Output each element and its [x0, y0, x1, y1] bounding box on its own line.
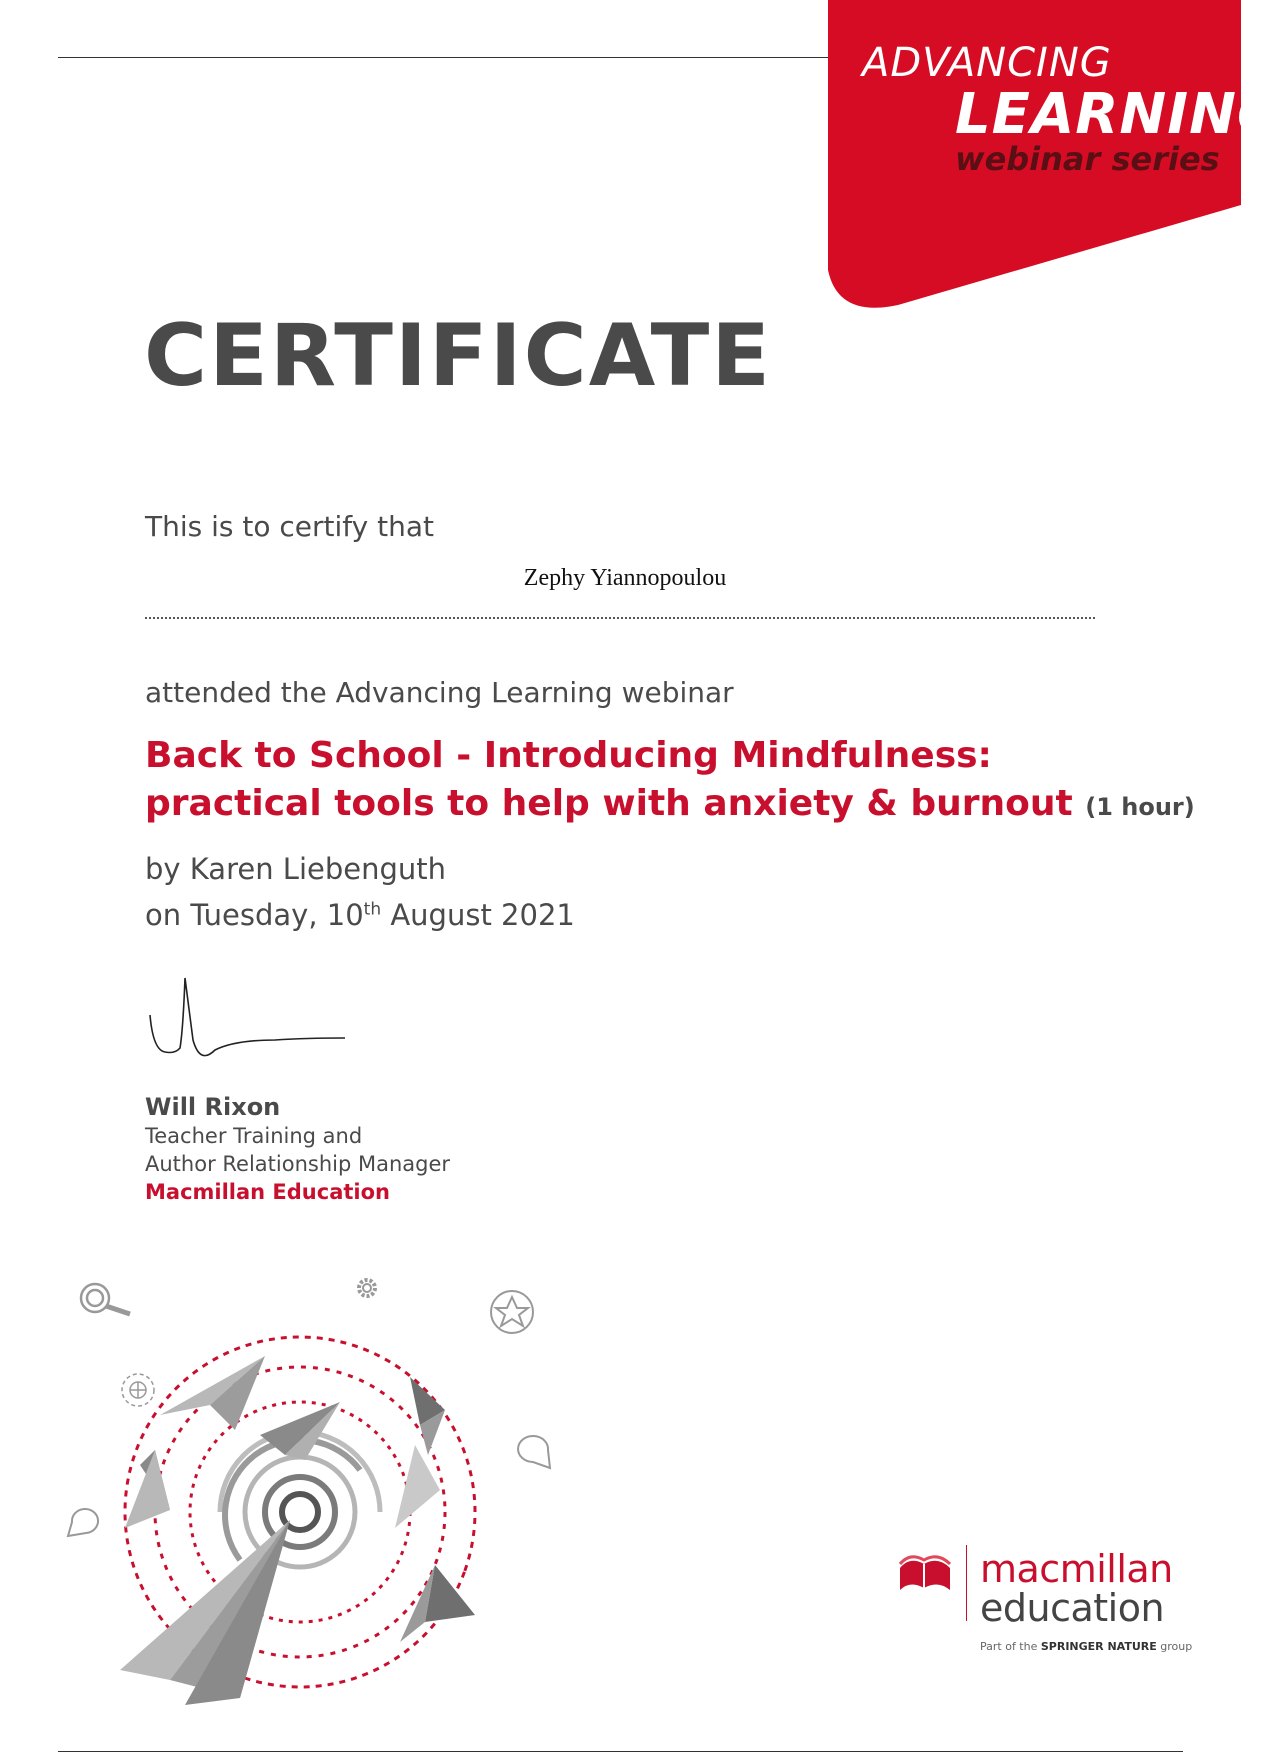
- presenter: by Karen Liebenguth: [145, 852, 447, 886]
- top-rule: [58, 57, 828, 58]
- date-ordinal: th: [363, 899, 382, 920]
- webinar-title-line2-text: practical tools to help with anxiety & burnout: [145, 783, 1073, 824]
- certificate-title: CERTIFICATE: [144, 306, 773, 406]
- logo-tagline-prefix: Part of the: [980, 1640, 1041, 1653]
- magnifier-icon: [81, 1284, 130, 1314]
- recipient-name: Zephy Yiannopoulou: [523, 565, 727, 591]
- webinar-date: [145, 898, 575, 932]
- bottom-rule: [58, 1751, 1183, 1752]
- logo-separator: [966, 1545, 967, 1621]
- logo-tagline-suffix: group: [1156, 1640, 1193, 1653]
- signer-organisation: Macmillan Education: [145, 1180, 390, 1204]
- signature: [145, 970, 355, 1070]
- macmillan-logo-icon: [898, 1550, 952, 1602]
- date-prefix: on Tuesday, 10: [145, 898, 364, 932]
- star-icon: [491, 1291, 533, 1333]
- paper-plane-illustration: [60, 1250, 580, 1710]
- signer-role-line2: Author Relationship Manager: [145, 1152, 451, 1176]
- gear-icon: [359, 1280, 375, 1296]
- webinar-title: [145, 732, 1195, 831]
- banner-webinar-series: webinar series: [955, 140, 1220, 178]
- banner-advancing: ADVANCING: [862, 40, 1112, 86]
- date-rest: August 2021: [381, 898, 575, 932]
- recipient-dotted-line: [145, 617, 1095, 619]
- webinar-title-line1: Back to School - Introducing Mindfulness:: [145, 735, 992, 776]
- logo-macmillan: macmillan: [980, 1547, 1173, 1591]
- attended-text: attended the Advancing Learning webinar: [145, 676, 734, 709]
- webinar-duration: (1 hour): [1085, 793, 1195, 821]
- signer-role-line1: Teacher Training and: [145, 1124, 363, 1148]
- signer-name: Will Rixon: [145, 1093, 281, 1121]
- logo-tagline: [980, 1640, 1192, 1653]
- logo-education: education: [980, 1586, 1165, 1630]
- webinar-title-line2: [145, 780, 1195, 831]
- banner-learning: LEARNING: [955, 82, 1284, 147]
- certify-text: This is to certify that: [145, 510, 434, 543]
- globe-icon: [122, 1374, 154, 1406]
- logo-tagline-brand: SPRINGER NATURE: [1040, 1640, 1157, 1653]
